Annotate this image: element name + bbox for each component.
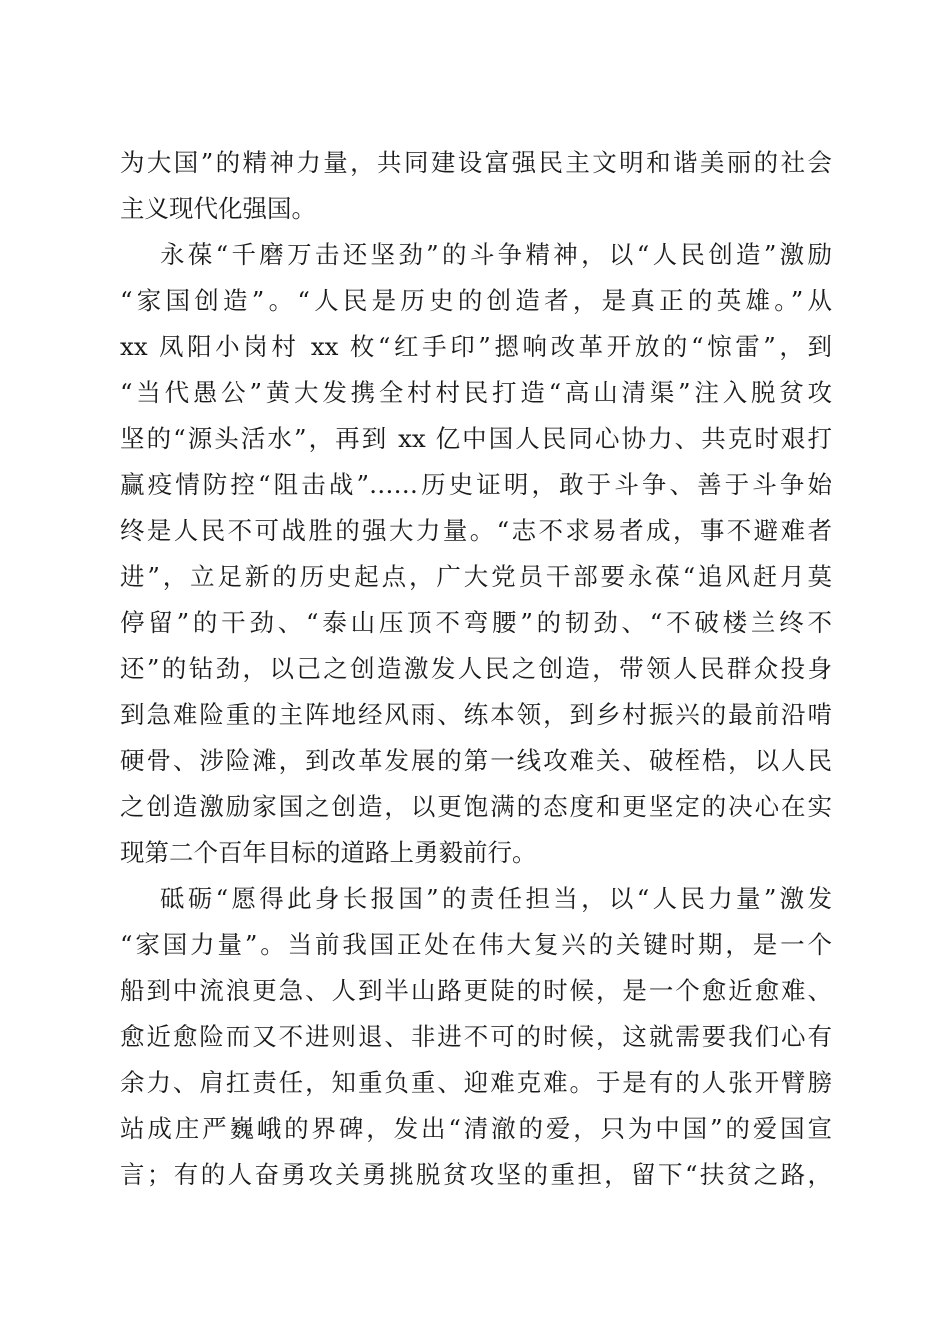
text-line: 为大国”的精神力量，共同建设富强民主文明和谐美丽的社会	[120, 148, 832, 177]
text-line: 赢疫情防控“阻击战”……历史证明，敢于斗争、善于斗争始	[120, 470, 832, 499]
text-line: “家国力量”。当前我国正处在伟大复兴的关键时期，是一个	[120, 930, 832, 959]
text-line: 站成庄严巍峨的界碑，发出“清澈的爱，只为中国”的爱国宣	[120, 1114, 832, 1143]
text-line: 之创造激励家国之创造，以更饱满的态度和更坚定的决心在实	[120, 792, 832, 821]
text-line: 船到中流浪更急、人到半山路更陡的时候，是一个愈近愈难、	[120, 976, 832, 1005]
text-line: 坚的“源头活水”，再到 xx 亿中国人民同心协力、共克时艰打	[120, 424, 832, 453]
text-line: “家国创造”。“人民是历史的创造者，是真正的英雄。”从	[120, 286, 832, 315]
text-line: xx 凤阳小岗村 xx 枚“红手印”摁响改革开放的“惊雷”，到	[120, 332, 832, 361]
text-line: 终是人民不可战胜的强大力量。“志不求易者成，事不避难者	[120, 516, 832, 545]
text-line: 现第二个百年目标的道路上勇毅前行。	[120, 838, 537, 867]
text-line: 主义现代化强国。	[120, 194, 316, 223]
text-line: 言；有的人奋勇攻关勇挑脱贫攻坚的重担，留下“扶贫之路，	[120, 1160, 832, 1189]
text-line: 进”，立足新的历史起点，广大党员干部要永葆“追风赶月莫	[120, 562, 832, 591]
paragraph-first-line: 砥砺“愿得此身长报国”的责任担当，以“人民力量”激发	[160, 884, 832, 913]
text-line: 余力、肩扛责任，知重负重、迎难克难。于是有的人张开臂膀	[120, 1068, 832, 1097]
text-line: 到急难险重的主阵地经风雨、练本领，到乡村振兴的最前沿啃	[120, 700, 832, 729]
text-line: “当代愚公”黄大发携全村村民打造“高山清渠”注入脱贫攻	[120, 378, 832, 407]
text-line: 硬骨、涉险滩，到改革发展的第一线攻难关、破桎梏，以人民	[120, 746, 832, 775]
text-line: 停留”的干劲、“泰山压顶不弯腰”的韧劲、“不破楼兰终不	[120, 608, 832, 637]
text-line: 愈近愈险而又不进则退、非进不可的时候，这就需要我们心有	[120, 1022, 832, 1051]
text-line: 还”的钻劲，以己之创造激发人民之创造，带领人民群众投身	[120, 654, 832, 683]
paragraph-first-line: 永葆“千磨万击还坚劲”的斗争精神，以“人民创造”激励	[160, 240, 832, 269]
